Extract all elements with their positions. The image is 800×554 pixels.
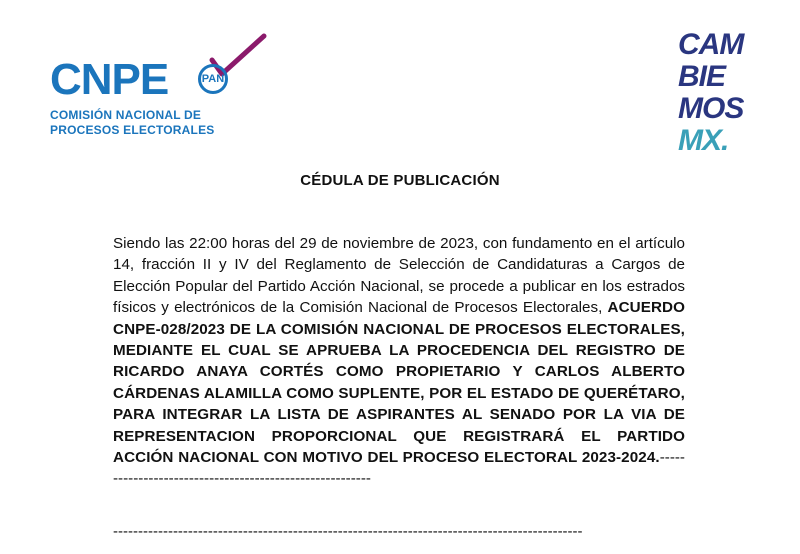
cnpe-acronym: CNPE bbox=[50, 55, 169, 104]
paragraph-plain-text: Siendo las 22:00 horas del 29 de noviembre de 2023, con fundamento en el artículo 14, fracción II y IV del Reglamento de Selección de Candidaturas a Cargos de Elección Popular del Partido Acción Nacional, se procede a publicar en los estrados físicos y electrónicos de la Comisión Nacional de Procesos Electorales, bbox=[113, 235, 685, 317]
cnpe-name-line1: COMISIÓN NACIONAL DE bbox=[50, 108, 202, 122]
cambiemos-logo bbox=[678, 28, 758, 168]
dash-separator: ---------------------------------------------------------------------------------------------- bbox=[113, 523, 583, 540]
document-title: CÉDULA DE PUBLICACIÓN bbox=[300, 172, 500, 189]
publication-paragraph bbox=[113, 233, 685, 490]
cambiemos-line3: MOS bbox=[678, 92, 744, 125]
cambiemos-line4: MX. bbox=[678, 124, 729, 157]
paragraph-bold-text: ACUERDO CNPE-028/2023 DE LA COMISIÓN NACIONAL DE PROCESOS ELECTORALES, MEDIANTE EL CUAL SE APRUEBA LA PROCEDENCIA DEL REGISTRO DE RICARDO ANAYA CORTÉS COMO PROPIETARIO Y CARLOS ALBERTO CÁRDENAS ALAMILLA COMO SUPLENTE, POR EL ESTADO DE QUERÉTARO, PARA INTEGRAR LA LISTA DE ASPIRANTES AL SENADO POR LA VIA DE REPRESENTACION PROPORCIONAL QUE REGISTRARÁ EL PARTIDO ACCIÓN NACIONAL CON MOTIVO DEL PROCESO ELECTORAL 2023-2024. bbox=[113, 299, 685, 467]
cambiemos-line2: BIE bbox=[678, 60, 726, 93]
pan-badge: PAN bbox=[198, 64, 228, 94]
cnpe-logo bbox=[50, 28, 240, 138]
paragraph-dashes: -------------------------------------------------------- bbox=[113, 449, 685, 488]
cambiemos-line1: CAM bbox=[678, 28, 744, 61]
cnpe-name-line2: PROCESOS ELECTORALES bbox=[50, 123, 215, 137]
